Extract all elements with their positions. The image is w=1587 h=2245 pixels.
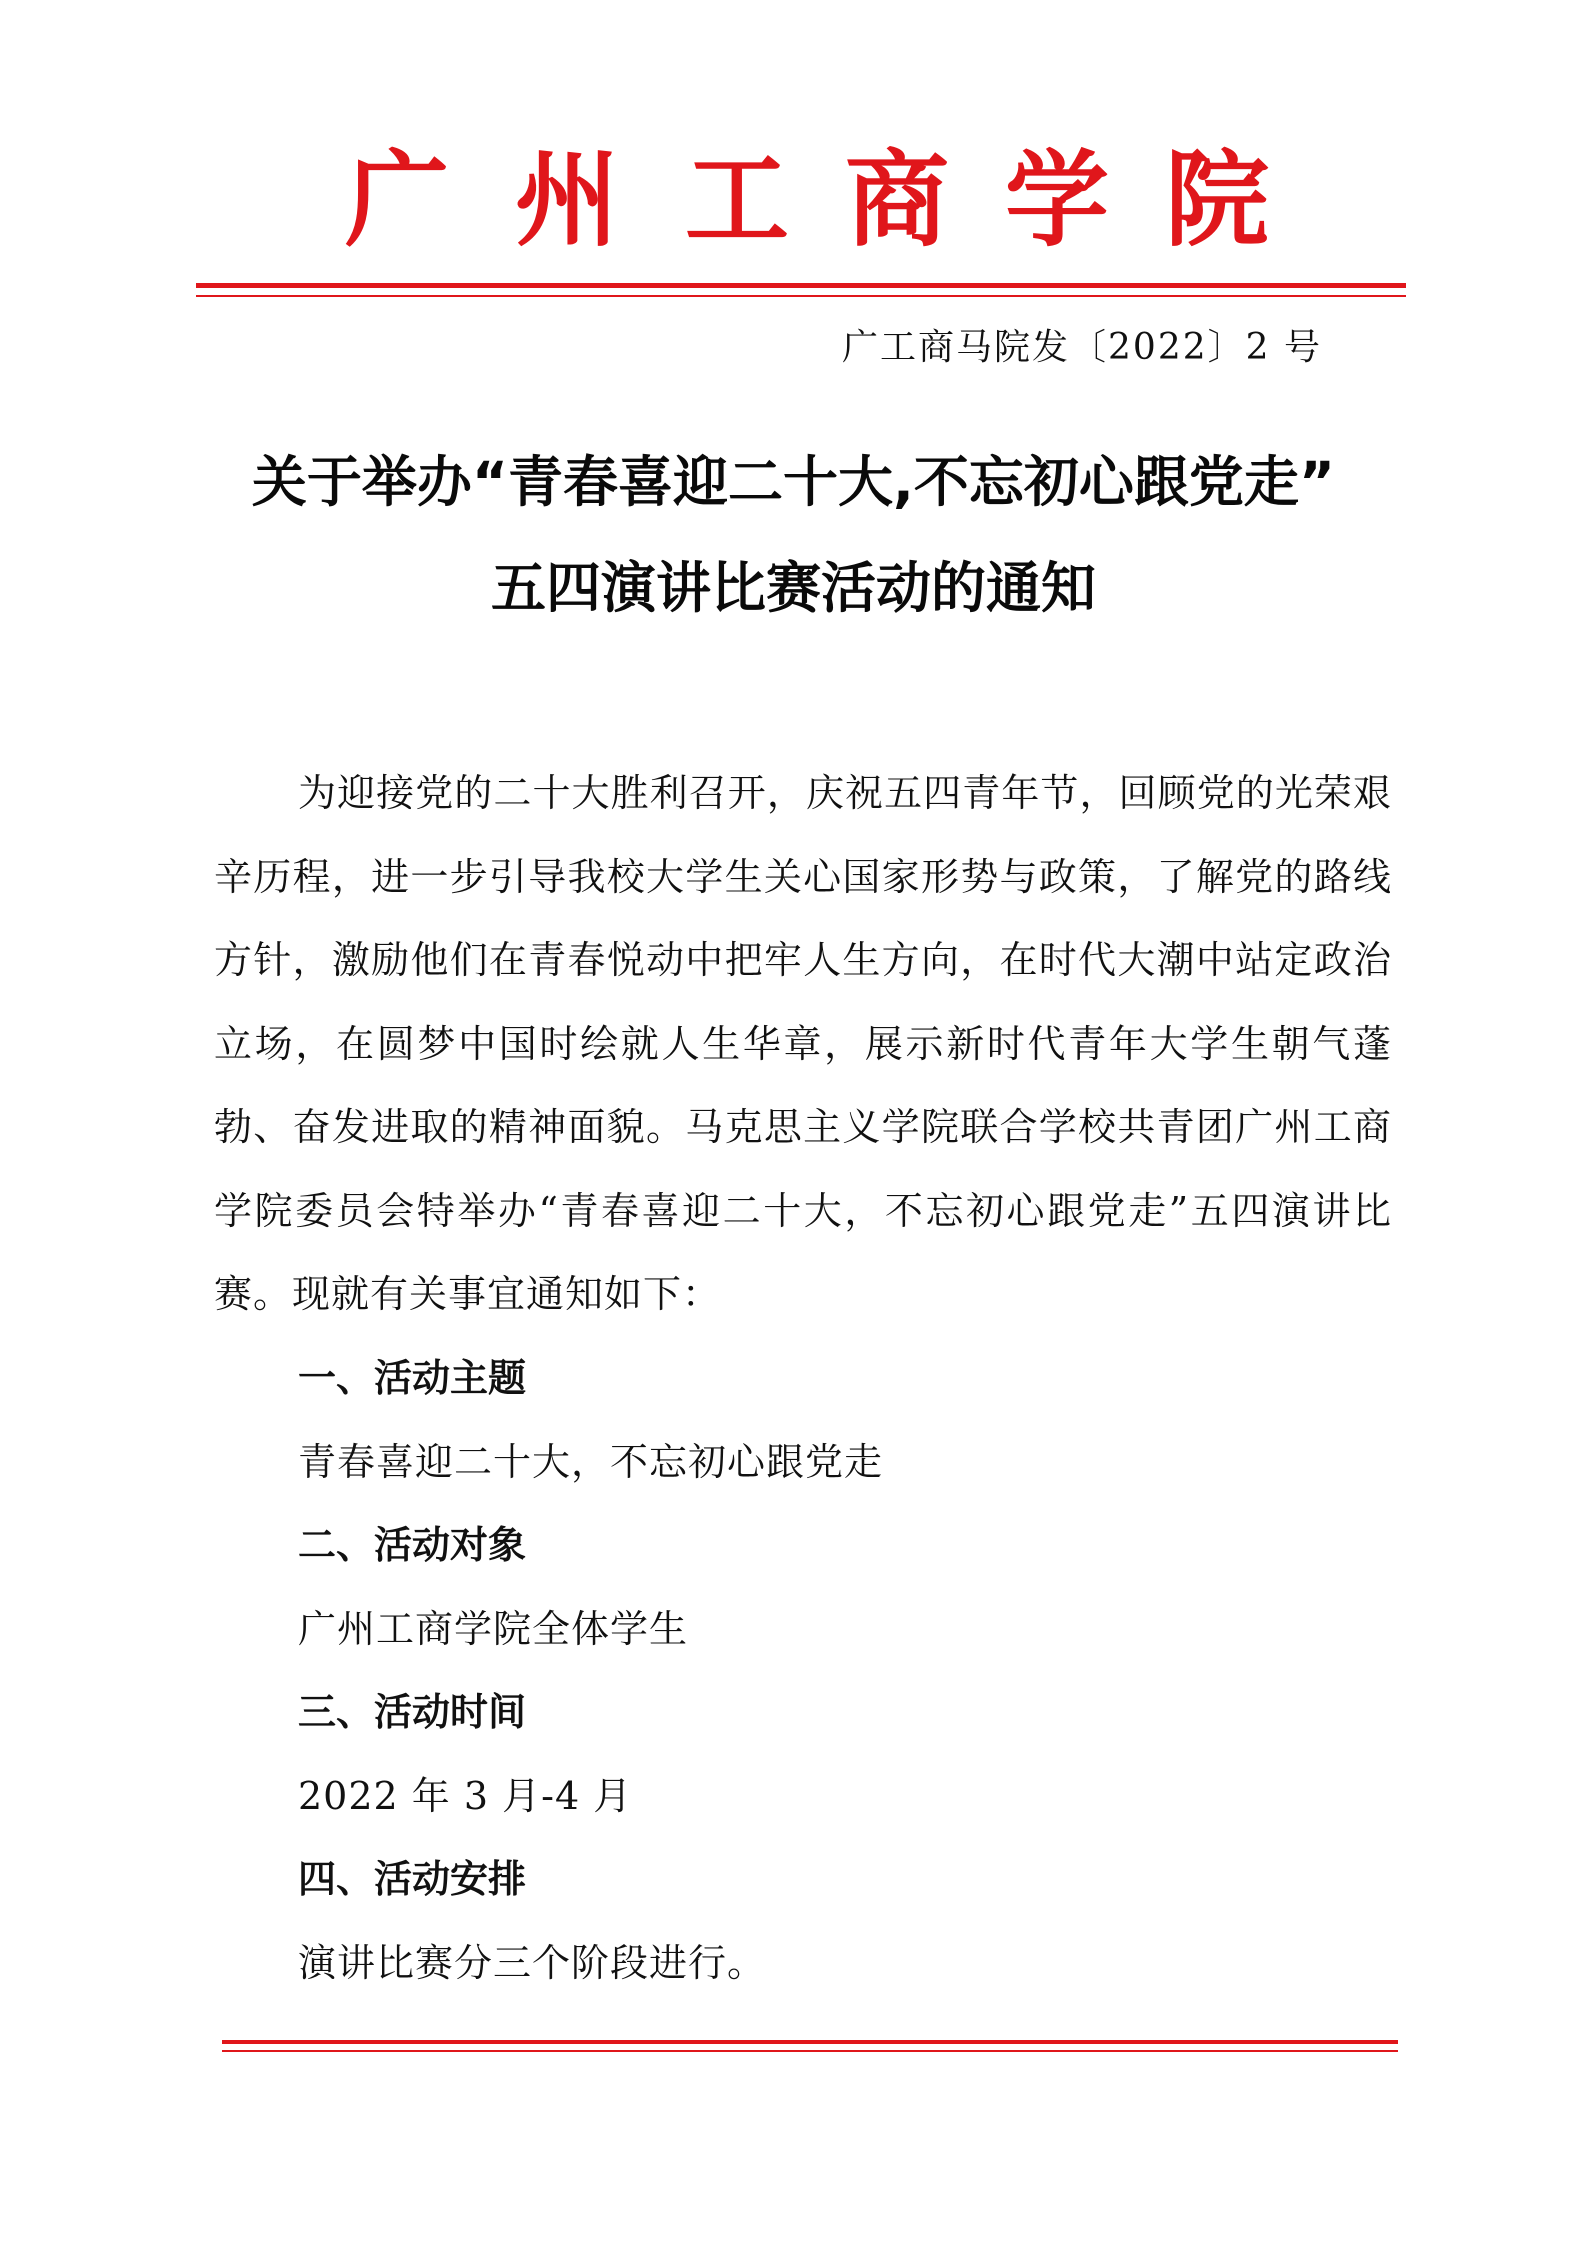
section-content-theme: 青春喜迎二十大，不忘初心跟党走 [298,1440,884,1484]
section-heading-theme: 一、活动主题 [298,1356,527,1400]
section-heading-time: 三、活动时间 [298,1690,527,1734]
rule-thick-line [222,2040,1398,2044]
section-content-time: 2022 年 3 月-4 月 [298,1774,633,1818]
section-content-arrangement: 演讲比赛分三个阶段进行。 [298,1941,767,1985]
section-heading-participants: 二、活动对象 [298,1523,527,1567]
rule-thin-line [196,295,1406,297]
masthead-char: 院 [1165,138,1270,261]
masthead-char: 广 [345,138,450,261]
masthead-char: 工 [685,138,790,261]
masthead-char: 商 [845,138,950,261]
title-line-1: 关于举办“青春喜迎二十大,不忘初心跟党走” [251,450,1336,514]
masthead-char: 学 [1005,138,1110,261]
rule-thin-line [222,2050,1398,2052]
section-content-participants: 广州工商学院全体学生 [298,1607,689,1651]
masthead-char: 州 [515,138,620,261]
masthead [0,135,1587,265]
intro-paragraph: 为迎接党的二十大胜利召开，庆祝五四青年节，回顾党的光荣艰辛历程，进一步引导我校大学生关心国家形势与政策，了解党的路线方针，激励他们在青春悦动中把牢人生方向，在时代大潮中站定政治立场，在圆梦中国时绘就人生华章，展示新时代青年大学生朝气蓬勃、奋发进取的精神面貌。马克思主义学院联合学校共青团广州工商学院委员会特举办“青春喜迎二十大，不忘初心跟党走”五四演讲比赛。现就有关事宜通知如下： [214,771,1392,1316]
document-number: 广工商马院发〔2022〕2 号 [842,327,1322,368]
section-heading-arrangement: 四、活动安排 [298,1857,527,1901]
title-line-2: 五四演讲比赛活动的通知 [490,556,1096,620]
rule-thick-line [196,283,1406,288]
